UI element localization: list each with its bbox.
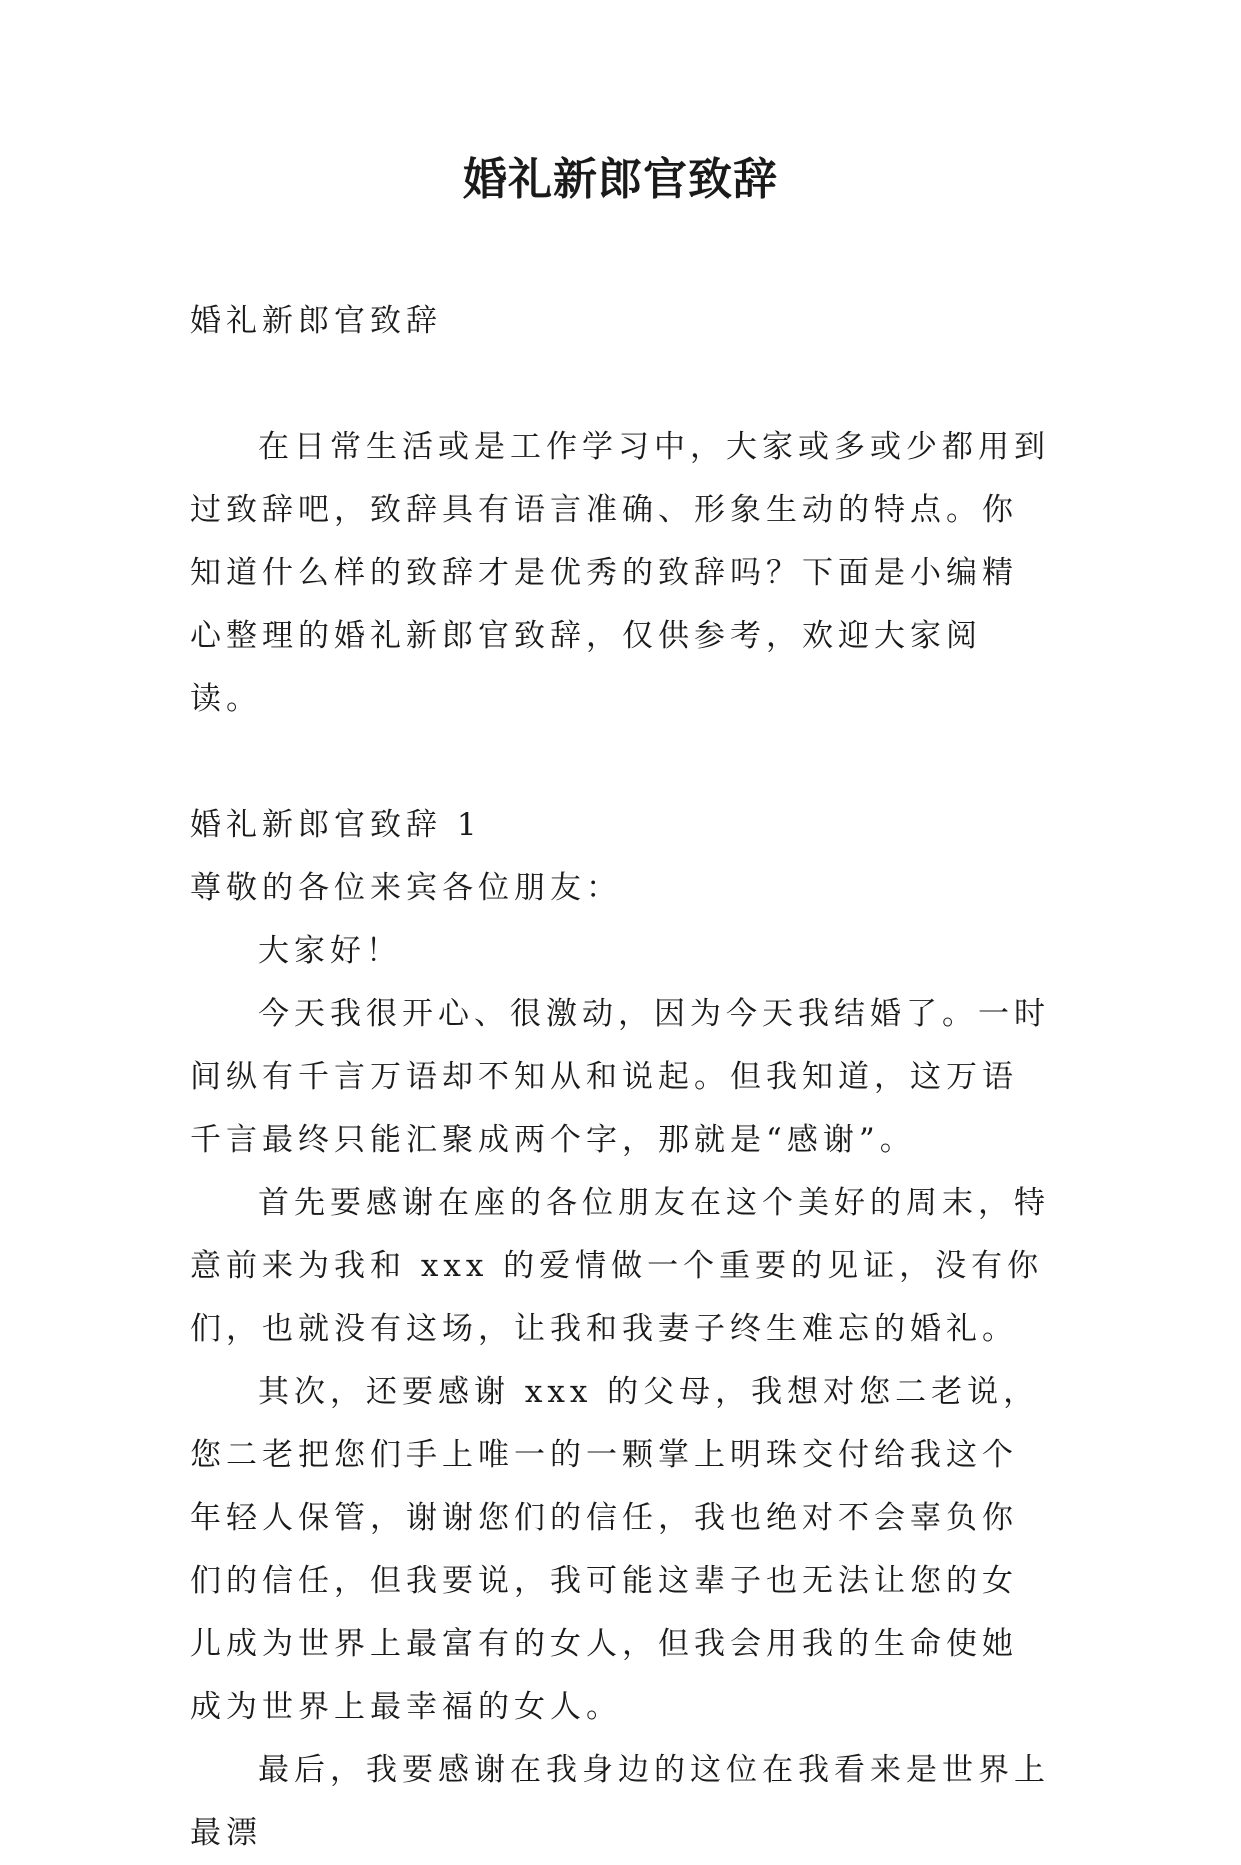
document-title: 婚礼新郎官致辞 (463, 154, 778, 205)
body-paragraph: 其次，还要感谢 xxx 的父母，我想对您二老说，您二老把您们手上唯一的一颗掌上明珠交付给我这个年轻人保管，谢谢您们的信任，我也绝对不会辜负你们的信任，但我要说，我可能这辈子也无法让您的女儿成为世界上最富有的女人，但我会用我的生命使她成为世界上最幸福的女人。 (190, 1374, 1040, 1725)
document-body (190, 290, 1050, 1865)
intro-paragraph: 在日常生活或是工作学习中，大家或多或少都用到过致辞吧，致辞具有语言准确、形象生动的特点。你知道什么样的致辞才是优秀的致辞吗？下面是小编精心整理的婚礼新郎官致辞，仅供参考，欢迎大家阅读。 (190, 429, 1050, 717)
salutation: 尊敬的各位来宾各位朋友： (190, 870, 622, 906)
body-paragraph: 首先要感谢在座的各位朋友在这个美好的周末，特意前来为我和 xxx 的爱情做一个重要的见证，没有你们，也就没有这场，让我和我妻子终生难忘的婚礼。 (190, 1185, 1050, 1347)
section-heading: 婚礼新郎官致辞 1 (190, 807, 482, 843)
body-paragraph: 今天我很开心、很激动，因为今天我结婚了。一时间纵有千言万语却不知从和说起。但我知道，这万语千言最终只能汇聚成两个字，那就是“感谢”。 (190, 996, 1050, 1158)
document-subtitle: 婚礼新郎官致辞 (190, 303, 442, 339)
body-paragraph: 最后，我要感谢在我身边的这位在我看来是世界上最漂 (190, 1752, 1050, 1851)
greeting: 大家好！ (258, 933, 402, 969)
